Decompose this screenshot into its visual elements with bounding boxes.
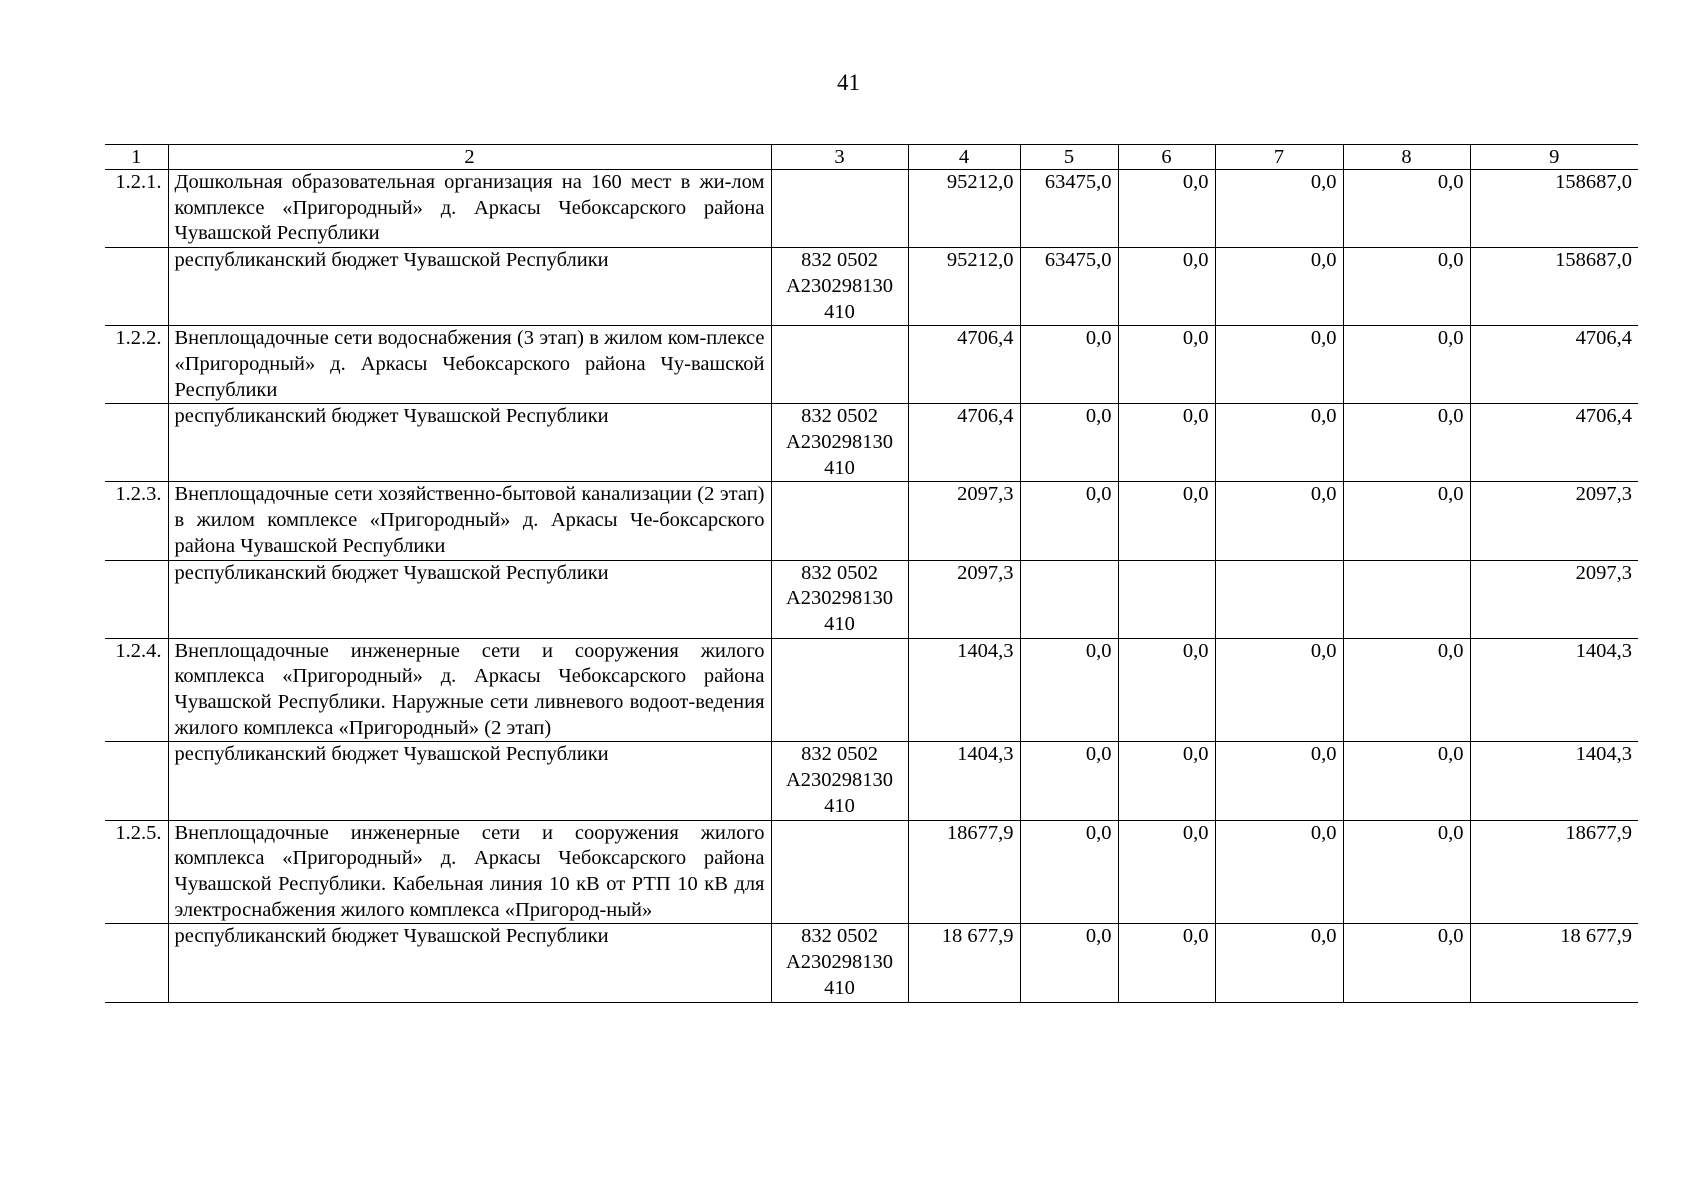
- budget-code: [771, 482, 908, 560]
- amount-col-4: 1404,3: [908, 638, 1020, 742]
- amount-col-5: 63475,0: [1020, 248, 1118, 326]
- amount-total: 1404,3: [1470, 742, 1638, 820]
- item-name: Внеплощадочные инженерные сети и сооружения жилого комплекса «Пригородный» д. Аркасы Чебоксарского района Чувашской Республики. Наружные сети ливневого водоот-ведения жилого комплекса «Пригородный» (2 этап): [168, 638, 771, 742]
- item-name: республиканский бюджет Чувашской Республики: [168, 924, 771, 1002]
- amount-col-8: [1343, 560, 1470, 638]
- amount-col-8: 0,0: [1343, 924, 1470, 1002]
- budget-code: [771, 820, 908, 924]
- amount-col-4: 95212,0: [908, 170, 1020, 248]
- amount-col-6: 0,0: [1118, 248, 1215, 326]
- amount-col-7: 0,0: [1215, 404, 1343, 482]
- amount-col-5: 0,0: [1020, 326, 1118, 404]
- item-name: Дошкольная образовательная организация на 160 мест в жи-лом комплексе «Пригородный» д. Аркасы Чебоксарского района Чувашской Республики: [168, 170, 771, 248]
- amount-col-4: 18 677,9: [908, 924, 1020, 1002]
- amount-total: 158687,0: [1470, 170, 1638, 248]
- item-number: 1.2.5.: [105, 820, 168, 924]
- amount-col-6: 0,0: [1118, 638, 1215, 742]
- table-row: [105, 326, 1638, 404]
- amount-col-8: 0,0: [1343, 482, 1470, 560]
- budget-code: [771, 326, 908, 404]
- amount-col-5: 0,0: [1020, 924, 1118, 1002]
- page-number: 41: [837, 70, 860, 95]
- amount-col-8: 0,0: [1343, 248, 1470, 326]
- budget-code: 832 0502 А230298130 410: [771, 742, 908, 820]
- amount-total: 18677,9: [1470, 820, 1638, 924]
- budget-code: 832 0502 А230298130 410: [771, 248, 908, 326]
- amount-col-5: 0,0: [1020, 482, 1118, 560]
- amount-col-8: 0,0: [1343, 742, 1470, 820]
- column-number: 6: [1118, 145, 1215, 170]
- amount-total: 158687,0: [1470, 248, 1638, 326]
- amount-col-4: 1404,3: [908, 742, 1020, 820]
- table-header-row: [105, 145, 1638, 170]
- amount-col-7: 0,0: [1215, 170, 1343, 248]
- amount-col-6: 0,0: [1118, 820, 1215, 924]
- item-number: [105, 248, 168, 326]
- table-row: [105, 482, 1638, 560]
- column-number: 3: [771, 145, 908, 170]
- item-name: Внеплощадочные сети водоснабжения (3 этап) в жилом ком-плексе «Пригородный» д. Аркасы Чебоксарского района Чу-вашской Республики: [168, 326, 771, 404]
- amount-col-6: [1118, 560, 1215, 638]
- amount-col-5: 0,0: [1020, 404, 1118, 482]
- amount-col-5: 0,0: [1020, 638, 1118, 742]
- amount-col-5: 0,0: [1020, 742, 1118, 820]
- amount-total: 2097,3: [1470, 482, 1638, 560]
- amount-col-8: 0,0: [1343, 326, 1470, 404]
- amount-total: 1404,3: [1470, 638, 1638, 742]
- column-number: 8: [1343, 145, 1470, 170]
- amount-total: 4706,4: [1470, 404, 1638, 482]
- column-number: 7: [1215, 145, 1343, 170]
- item-name: Внеплощадочные инженерные сети и сооружения жилого комплекса «Пригородный» д. Аркасы Чебоксарского района Чувашской Республики. Кабельная линия 10 кВ от РТП 10 кВ для электроснабжения жилого комплекса «Пригород-ный»: [168, 820, 771, 924]
- table-row: [105, 924, 1638, 1002]
- table-row: [105, 170, 1638, 248]
- amount-col-6: 0,0: [1118, 924, 1215, 1002]
- table-row: [105, 560, 1638, 638]
- amount-col-6: 0,0: [1118, 404, 1215, 482]
- amount-col-4: 2097,3: [908, 482, 1020, 560]
- amount-col-6: 0,0: [1118, 326, 1215, 404]
- table-row: [105, 404, 1638, 482]
- item-number: [105, 560, 168, 638]
- amount-col-7: 0,0: [1215, 482, 1343, 560]
- amount-col-8: 0,0: [1343, 170, 1470, 248]
- item-number: 1.2.3.: [105, 482, 168, 560]
- amount-col-8: 0,0: [1343, 404, 1470, 482]
- item-name: республиканский бюджет Чувашской Республики: [168, 248, 771, 326]
- amount-col-6: 0,0: [1118, 742, 1215, 820]
- amount-col-4: 4706,4: [908, 404, 1020, 482]
- amount-col-4: 2097,3: [908, 560, 1020, 638]
- amount-col-4: 95212,0: [908, 248, 1020, 326]
- amount-total: 4706,4: [1470, 326, 1638, 404]
- amount-col-4: 4706,4: [908, 326, 1020, 404]
- amount-col-5: 63475,0: [1020, 170, 1118, 248]
- column-number: 9: [1470, 145, 1638, 170]
- item-number: [105, 742, 168, 820]
- column-number: 1: [105, 145, 168, 170]
- amount-col-6: 0,0: [1118, 482, 1215, 560]
- amount-col-5: 0,0: [1020, 820, 1118, 924]
- budget-code: 832 0502 А230298130 410: [771, 404, 908, 482]
- amount-col-6: 0,0: [1118, 170, 1215, 248]
- column-number: 5: [1020, 145, 1118, 170]
- amount-col-7: 0,0: [1215, 924, 1343, 1002]
- amount-col-7: 0,0: [1215, 742, 1343, 820]
- amount-col-7: 0,0: [1215, 638, 1343, 742]
- budget-table: [105, 144, 1638, 1003]
- column-number: 2: [168, 145, 771, 170]
- amount-col-8: 0,0: [1343, 638, 1470, 742]
- table-row: [105, 742, 1638, 820]
- amount-col-4: 18677,9: [908, 820, 1020, 924]
- table-row: [105, 820, 1638, 924]
- item-name: республиканский бюджет Чувашской Республики: [168, 742, 771, 820]
- item-number: [105, 924, 168, 1002]
- amount-total: 18 677,9: [1470, 924, 1638, 1002]
- item-name: республиканский бюджет Чувашской Республики: [168, 560, 771, 638]
- amount-col-8: 0,0: [1343, 820, 1470, 924]
- amount-col-7: 0,0: [1215, 820, 1343, 924]
- item-number: [105, 404, 168, 482]
- amount-total: 2097,3: [1470, 560, 1638, 638]
- item-name: Внеплощадочные сети хозяйственно-бытовой канализации (2 этап) в жилом комплексе «Пригородный» д. Аркасы Че-боксарского района Чувашской Республики: [168, 482, 771, 560]
- column-number: 4: [908, 145, 1020, 170]
- amount-col-5: [1020, 560, 1118, 638]
- budget-code: [771, 170, 908, 248]
- budget-code: 832 0502 А230298130 410: [771, 560, 908, 638]
- amount-col-7: 0,0: [1215, 248, 1343, 326]
- item-number: 1.2.2.: [105, 326, 168, 404]
- table-row: [105, 638, 1638, 742]
- amount-col-7: [1215, 560, 1343, 638]
- budget-code: [771, 638, 908, 742]
- item-name: республиканский бюджет Чувашской Республики: [168, 404, 771, 482]
- amount-col-7: 0,0: [1215, 326, 1343, 404]
- budget-code: 832 0502 А230298130 410: [771, 924, 908, 1002]
- table-row: [105, 248, 1638, 326]
- item-number: 1.2.1.: [105, 170, 168, 248]
- item-number: 1.2.4.: [105, 638, 168, 742]
